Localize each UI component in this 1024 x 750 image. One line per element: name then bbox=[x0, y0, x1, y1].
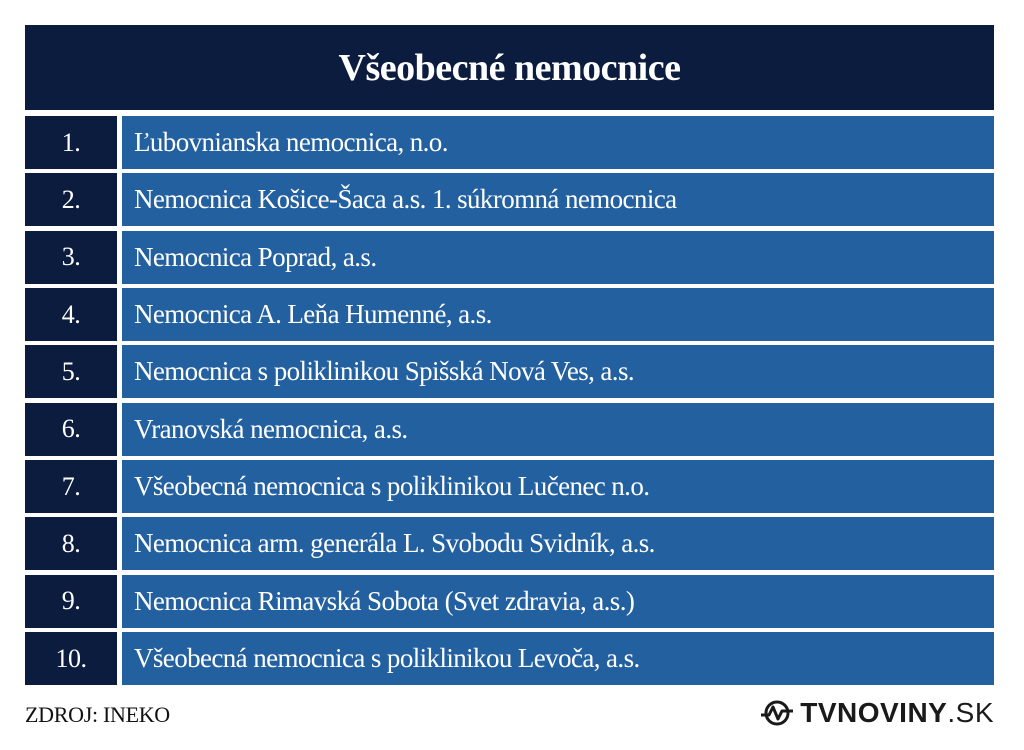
table-row bbox=[25, 517, 994, 570]
table-row bbox=[25, 460, 994, 513]
table-row bbox=[25, 345, 994, 398]
logo-wordmark: TVNOVINY bbox=[800, 697, 948, 728]
hospital-name-cell: Vranovská nemocnica, a.s. bbox=[122, 403, 994, 456]
logo-domain: .SK bbox=[947, 697, 994, 728]
rank-cell: 4. bbox=[25, 288, 117, 341]
rank-cell: 1. bbox=[25, 116, 117, 169]
hospital-name-cell: Všeobecná nemocnica s poliklinikou Levoča, a.s. bbox=[122, 632, 994, 685]
table-row bbox=[25, 575, 994, 628]
rank-cell: 2. bbox=[25, 173, 117, 226]
table-row bbox=[25, 403, 994, 456]
hospital-name-cell: Nemocnica arm. generála L. Svobodu Svidník, a.s. bbox=[122, 517, 994, 570]
hospital-name-cell: Všeobecná nemocnica s poliklinikou Lučenec n.o. bbox=[122, 460, 994, 513]
rank-cell: 3. bbox=[25, 231, 117, 284]
table-row bbox=[25, 173, 994, 226]
hospital-ranking-table bbox=[25, 116, 994, 689]
table-row bbox=[25, 288, 994, 341]
rank-cell: 10. bbox=[25, 632, 117, 685]
hospital-name-cell: Nemocnica A. Leňa Humenné, a.s. bbox=[122, 288, 994, 341]
rank-cell: 8. bbox=[25, 517, 117, 570]
rank-cell: 9. bbox=[25, 575, 117, 628]
hospital-name-cell: Ľubovnianska nemocnica, n.o. bbox=[122, 116, 994, 169]
table-row bbox=[25, 116, 994, 169]
rank-cell: 5. bbox=[25, 345, 117, 398]
source-caption: ZDROJ: INEKO bbox=[25, 702, 170, 727]
table-title: Všeobecné nemocnice bbox=[25, 25, 994, 110]
rank-cell: 6. bbox=[25, 403, 117, 456]
table-row bbox=[25, 231, 994, 284]
hospital-name-cell: Nemocnica Rimavská Sobota (Svet zdravia, a.s.) bbox=[122, 575, 994, 628]
hospital-name-cell: Nemocnica s poliklinikou Spišská Nová Ves, a.s. bbox=[122, 345, 994, 398]
rank-cell: 7. bbox=[25, 460, 117, 513]
hospital-name-cell: Nemocnica Poprad, a.s. bbox=[122, 231, 994, 284]
hospital-name-cell: Nemocnica Košice-Šaca a.s. 1. súkromná nemocnica bbox=[122, 173, 994, 226]
tvnoviny-wave-logo-icon bbox=[760, 700, 794, 726]
tvnoviny-logo bbox=[760, 697, 994, 729]
table-row bbox=[25, 632, 994, 685]
